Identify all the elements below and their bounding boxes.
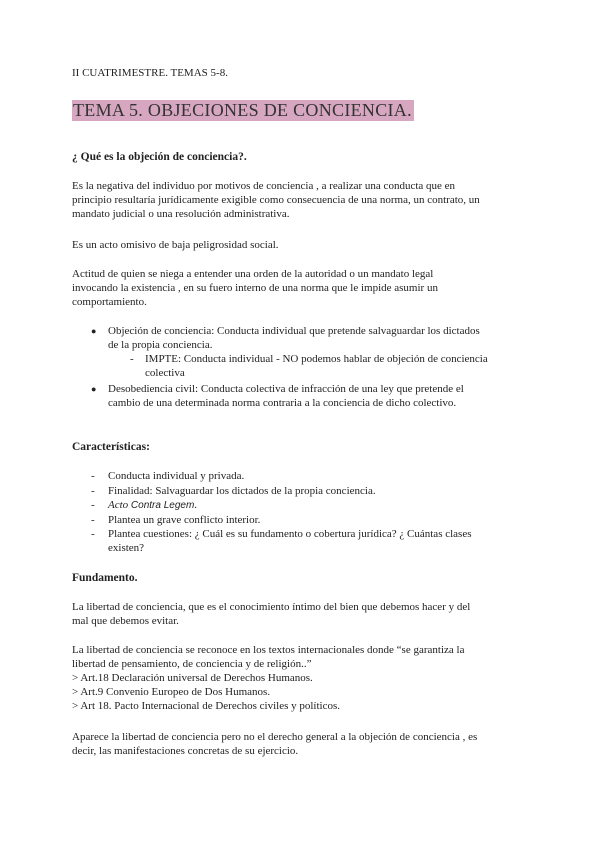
- list-item: Objeción de conciencia: Conducta individual que pretende salvaguardar los dictados: [108, 325, 480, 337]
- sub-list-item: IMPTE: Conducta individual - NO podemos hablar de objeción de conciencia: [145, 353, 488, 365]
- document-header: II CUATRIMESTRE. TEMAS 5-8.: [72, 67, 228, 79]
- paragraph-line: Aparece la libertad de conciencia pero no el derecho general a la objeción de conciencia , es: [72, 731, 478, 743]
- list-item: Finalidad: Salvaguardar los dictados de la propia conciencia.: [108, 485, 376, 497]
- list-item: Plantea cuestiones: ¿ Cuál es su fundamento o cobertura jurídica? ¿ Cuántas clases: [108, 528, 472, 540]
- latin-term: Contra Legem: [130, 500, 195, 511]
- paragraph-line: Actitud de quien se niega a entender una orden de la autoridad o un mandato legal: [72, 268, 434, 280]
- paragraph-line: mal que debemos evitar.: [72, 615, 179, 627]
- paragraph-line: La libertad de conciencia, que es el conocimiento íntimo del bien que debemos hacer y del: [72, 601, 471, 613]
- paragraph: Es un acto omisivo de baja peligrosidad social.: [72, 239, 279, 251]
- paragraph-line: invocando la existencia , en su fuero interno de una norma que le impide asumir un: [72, 282, 438, 294]
- bullet-icon: ●: [91, 326, 97, 336]
- article-reference: > Art.9 Convenio Europeo de Dos Humanos.: [72, 686, 271, 698]
- article-reference: > Art.18 Declaración universal de Derechos Humanos.: [72, 672, 313, 684]
- paragraph-line: Es la negativa del individuo por motivos de conciencia , a realizar una conducta que en: [72, 180, 456, 192]
- bullet-icon: ●: [91, 384, 97, 394]
- page-title: TEMA 5. OBJECIONES DE CONCIENCIA.: [73, 100, 412, 120]
- list-item: Acto Contra Legem.: [108, 499, 198, 511]
- list-item: existen?: [108, 542, 145, 554]
- list-item: Plantea un grave conflicto interior.: [108, 514, 261, 526]
- list-item-text: Acto: [108, 499, 131, 511]
- list-item: Desobediencia civil: Conducta colectiva de infracción de una ley que pretende el: [108, 383, 464, 395]
- dash-icon: -: [130, 353, 134, 365]
- dash-icon: -: [91, 499, 95, 511]
- dash-icon: -: [91, 485, 95, 497]
- list-item: cambio de una determinada norma contraria a la conciencia de dicho colectivo.: [108, 397, 457, 409]
- sub-list-item: colectiva: [145, 367, 185, 379]
- dash-icon: -: [91, 528, 95, 540]
- paragraph-line: libertad de pensamiento, de conciencia y de religión..”: [72, 658, 312, 670]
- section-heading-what-is: ¿ Qué es la objeción de conciencia?.: [72, 151, 247, 163]
- paragraph-line: La libertad de conciencia se reconoce en los textos internacionales donde “se garantiza la: [72, 644, 465, 656]
- list-item: Conducta individual y privada.: [108, 470, 245, 482]
- paragraph-line: comportamiento.: [72, 296, 147, 308]
- paragraph-line: principio resultaría jurídicamente exigible como consecuencia de una norma, un contrato, un: [72, 194, 480, 206]
- list-item: de la propia conciencia.: [108, 339, 213, 351]
- section-heading-fundamento: Fundamento.: [72, 572, 138, 584]
- dash-icon: -: [91, 514, 95, 526]
- paragraph-line: decir, las manifestaciones concretas de su ejercicio.: [72, 745, 299, 757]
- article-reference: > Art 18. Pacto Internacional de Derechos civiles y políticos.: [72, 700, 340, 712]
- dash-icon: -: [91, 470, 95, 482]
- paragraph-line: mandato judicial o una resolución administrativa.: [72, 208, 290, 220]
- section-heading-characteristics: Características:: [72, 441, 150, 453]
